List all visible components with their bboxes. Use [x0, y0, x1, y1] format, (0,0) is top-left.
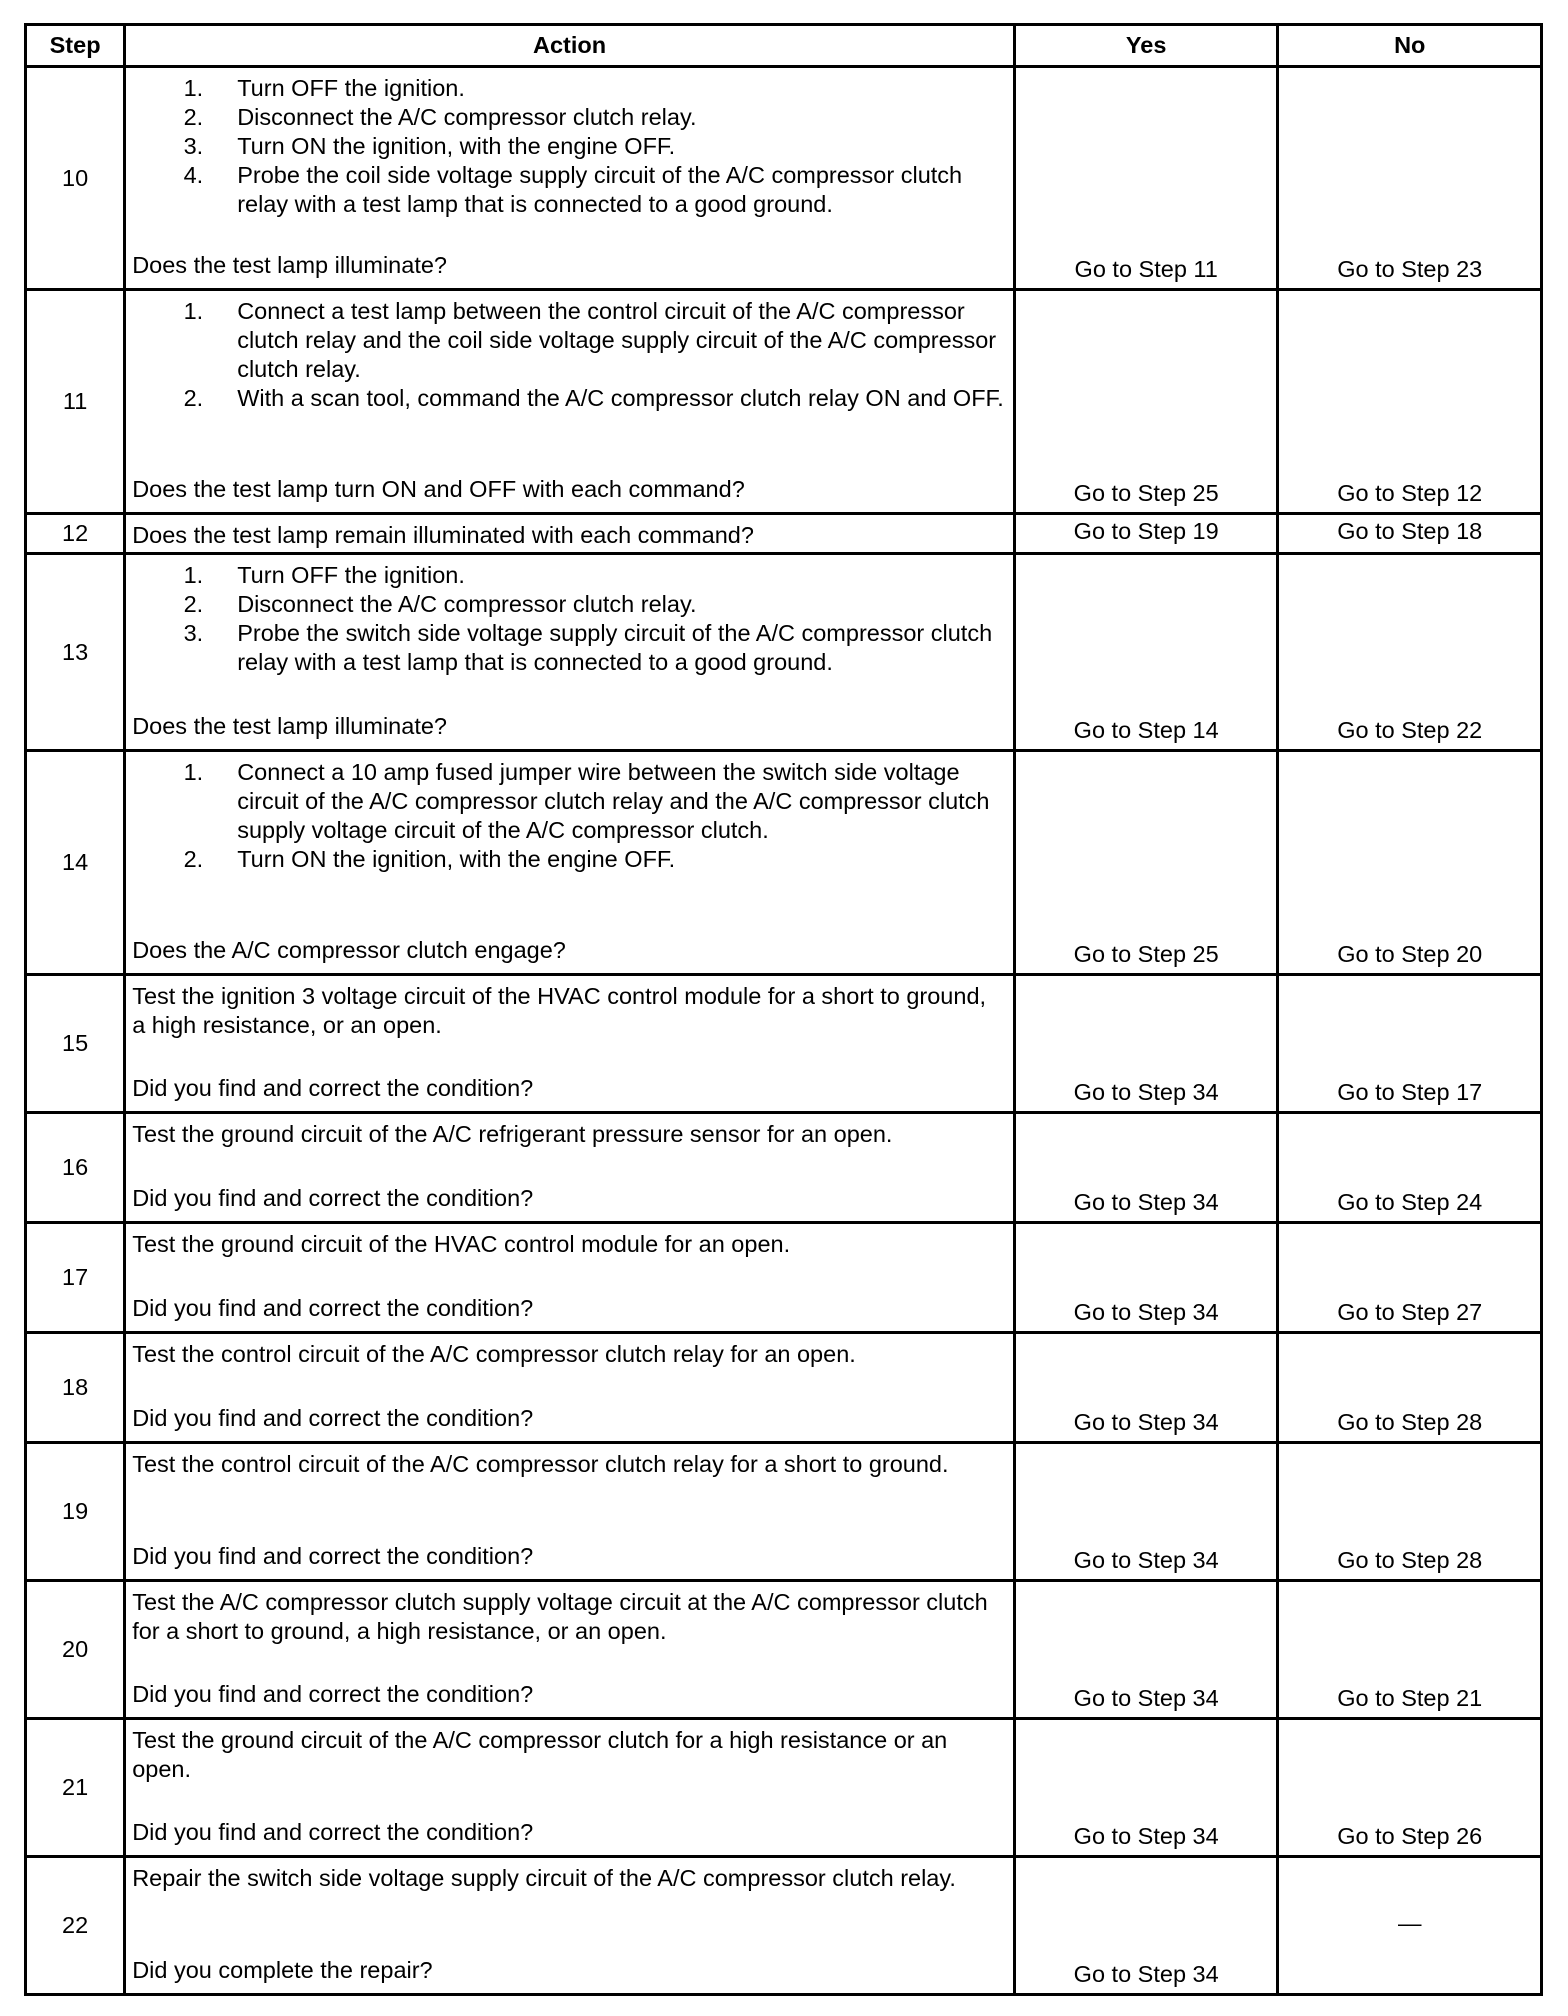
item-number: 1. — [183, 759, 204, 785]
no-result: Go to Step 17 — [1278, 975, 1542, 1113]
no-result: Go to Step 12 — [1278, 290, 1542, 514]
step-number: 13 — [26, 554, 125, 751]
table-row — [26, 975, 1542, 1113]
yes-result: Go to Step 11 — [1014, 67, 1278, 290]
item-number: 3. — [183, 620, 204, 646]
table-row — [26, 1581, 1542, 1719]
item-number: 2. — [183, 104, 204, 130]
action-cell — [125, 1223, 1015, 1333]
test-instruction: Test the ignition 3 voltage circuit of the HVAC control module for a short to ground, a high resistance, or an open. — [132, 983, 987, 1038]
procedure-item — [183, 297, 1005, 384]
item-text: With a scan tool, command the A/C compressor clutch relay ON and OFF. — [237, 385, 1004, 411]
test-instruction: Test the ground circuit of the HVAC control module for an open. — [132, 1231, 791, 1257]
action-cell — [125, 1581, 1015, 1719]
item-number: 2. — [183, 385, 204, 411]
action-content — [132, 758, 1005, 969]
test-instruction: Repair the switch side voltage supply circuit of the A/C compressor clutch relay. — [132, 1865, 956, 1891]
action-content — [132, 1120, 1005, 1217]
action-cell — [125, 554, 1015, 751]
item-number: 1. — [183, 562, 204, 588]
table-row — [26, 1223, 1542, 1333]
action-cell — [125, 290, 1015, 514]
question-text: Did you find and correct the condition? — [132, 1075, 534, 1101]
procedure-item — [183, 561, 1005, 590]
procedure-item — [183, 590, 1005, 619]
question-text: Did you find and correct the condition? — [132, 1681, 534, 1707]
question-text: Does the test lamp turn ON and OFF with each command? — [132, 476, 745, 502]
test-instruction: Test the control circuit of the A/C compressor clutch relay for a short to ground. — [132, 1451, 949, 1477]
header-action: Action — [125, 25, 1015, 67]
header-row — [26, 25, 1542, 67]
table-row — [26, 1719, 1542, 1857]
step-number: 20 — [26, 1581, 125, 1719]
yes-result: Go to Step 34 — [1014, 1113, 1278, 1223]
diagnostic-table — [24, 23, 1543, 1996]
action-content — [132, 1588, 1005, 1713]
item-number: 2. — [183, 846, 204, 872]
action-cell — [125, 1113, 1015, 1223]
procedure-item — [183, 132, 1005, 161]
yes-result: Go to Step 34 — [1014, 1333, 1278, 1443]
procedure-list — [132, 74, 1005, 219]
step-number: 16 — [26, 1113, 125, 1223]
procedure-item — [183, 74, 1005, 103]
action-cell — [125, 1333, 1015, 1443]
no-result: Go to Step 28 — [1278, 1333, 1542, 1443]
item-text: Probe the coil side voltage supply circuit of the A/C compressor clutch relay with a test lamp that is connected to a good ground. — [237, 162, 963, 217]
step-number: 21 — [26, 1719, 125, 1857]
step-number: 15 — [26, 975, 125, 1113]
step-number: 10 — [26, 67, 125, 290]
item-number: 4. — [183, 162, 204, 188]
procedure-item — [183, 384, 1005, 413]
action-content — [132, 1450, 1005, 1575]
yes-result: Go to Step 25 — [1014, 751, 1278, 975]
step-number: 18 — [26, 1333, 125, 1443]
question-text: Does the test lamp illuminate? — [132, 252, 447, 278]
item-text: Probe the switch side voltage supply circuit of the A/C compressor clutch relay with a test lamp that is connected to a good ground. — [237, 620, 993, 675]
question-text: Does the test lamp illuminate? — [132, 713, 447, 739]
question-text: Did you find and correct the condition? — [132, 1185, 534, 1211]
step-number: 17 — [26, 1223, 125, 1333]
no-result: Go to Step 26 — [1278, 1719, 1542, 1857]
yes-result: Go to Step 25 — [1014, 290, 1278, 514]
header-yes: Yes — [1014, 25, 1278, 67]
procedure-item — [183, 161, 1005, 219]
action-content — [132, 982, 1005, 1107]
question-text: Did you find and correct the condition? — [132, 1543, 534, 1569]
yes-result: Go to Step 34 — [1014, 1223, 1278, 1333]
step-number: 11 — [26, 290, 125, 514]
yes-result: Go to Step 19 — [1014, 514, 1278, 554]
item-text: Turn ON the ignition, with the engine OFF. — [237, 133, 676, 159]
header-no: No — [1278, 25, 1542, 67]
item-text: Turn OFF the ignition. — [237, 562, 465, 588]
action-content — [132, 561, 1005, 745]
action-cell — [125, 1719, 1015, 1857]
table-row — [26, 290, 1542, 514]
test-instruction: Test the control circuit of the A/C compressor clutch relay for an open. — [132, 1341, 856, 1367]
no-result: Go to Step 28 — [1278, 1443, 1542, 1581]
action-cell — [125, 1857, 1015, 1995]
no-result: — — [1278, 1857, 1542, 1995]
item-number: 3. — [183, 133, 204, 159]
table-row — [26, 1857, 1542, 1995]
question-text: Did you complete the repair? — [132, 1957, 433, 1983]
action-cell — [125, 975, 1015, 1113]
question-text: Does the test lamp remain illuminated with each command? — [132, 522, 754, 548]
table-row — [26, 751, 1542, 975]
yes-result: Go to Step 34 — [1014, 975, 1278, 1113]
item-number: 1. — [183, 298, 204, 324]
item-number: 1. — [183, 75, 204, 101]
step-number: 12 — [26, 514, 125, 554]
action-content — [132, 1726, 1005, 1851]
item-text: Turn ON the ignition, with the engine OFF. — [237, 846, 676, 872]
item-text: Disconnect the A/C compressor clutch relay. — [237, 104, 697, 130]
item-text: Disconnect the A/C compressor clutch relay. — [237, 591, 697, 617]
yes-result: Go to Step 14 — [1014, 554, 1278, 751]
question-text: Does the A/C compressor clutch engage? — [132, 937, 566, 963]
yes-result: Go to Step 34 — [1014, 1581, 1278, 1719]
item-number: 2. — [183, 591, 204, 617]
table-row — [26, 514, 1542, 554]
no-result: Go to Step 20 — [1278, 751, 1542, 975]
item-text: Turn OFF the ignition. — [237, 75, 465, 101]
procedure-item — [183, 619, 1005, 677]
table-row — [26, 554, 1542, 751]
no-result: Go to Step 27 — [1278, 1223, 1542, 1333]
question-text: Did you find and correct the condition? — [132, 1819, 534, 1845]
table-row — [26, 67, 1542, 290]
procedure-item — [183, 845, 1005, 874]
procedure-list — [132, 561, 1005, 677]
action-cell — [125, 514, 1015, 554]
no-result: Go to Step 18 — [1278, 514, 1542, 554]
action-cell — [125, 1443, 1015, 1581]
test-instruction: Test the ground circuit of the A/C refrigerant pressure sensor for an open. — [132, 1121, 893, 1147]
header-step: Step — [26, 25, 125, 67]
item-text: Connect a 10 amp fused jumper wire between the switch side voltage circuit of the A/C compressor clutch relay and the A/C compressor clutch supply voltage circuit of the A/C compressor clutch. — [237, 759, 990, 843]
procedure-list — [132, 297, 1005, 413]
action-cell — [125, 751, 1015, 975]
action-cell — [125, 67, 1015, 290]
no-result: Go to Step 23 — [1278, 67, 1542, 290]
item-text: Connect a test lamp between the control circuit of the A/C compressor clutch relay and the coil side voltage supply circuit of the A/C compressor clutch relay. — [237, 298, 997, 382]
action-content — [132, 1230, 1005, 1327]
no-result: Go to Step 24 — [1278, 1113, 1542, 1223]
action-content — [132, 74, 1005, 284]
test-instruction: Test the A/C compressor clutch supply voltage circuit at the A/C compressor clutch for a short to ground, a high resistance, or an open. — [132, 1589, 988, 1644]
test-instruction: Test the ground circuit of the A/C compressor clutch for a high resistance or an open. — [132, 1727, 948, 1782]
procedure-list — [132, 758, 1005, 874]
action-content — [132, 1864, 1005, 1989]
yes-result: Go to Step 34 — [1014, 1857, 1278, 1995]
procedure-item — [183, 758, 1005, 845]
question-text: Did you find and correct the condition? — [132, 1405, 534, 1431]
step-number: 19 — [26, 1443, 125, 1581]
action-content — [132, 1340, 1005, 1437]
question-text: Did you find and correct the condition? — [132, 1295, 534, 1321]
table-row — [26, 1113, 1542, 1223]
table-row — [26, 1333, 1542, 1443]
no-result: Go to Step 22 — [1278, 554, 1542, 751]
no-result: Go to Step 21 — [1278, 1581, 1542, 1719]
table-row — [26, 1443, 1542, 1581]
yes-result: Go to Step 34 — [1014, 1719, 1278, 1857]
step-number: 22 — [26, 1857, 125, 1995]
action-content — [132, 297, 1005, 508]
action-content — [132, 521, 1005, 548]
procedure-item — [183, 103, 1005, 132]
yes-result: Go to Step 34 — [1014, 1443, 1278, 1581]
step-number: 14 — [26, 751, 125, 975]
